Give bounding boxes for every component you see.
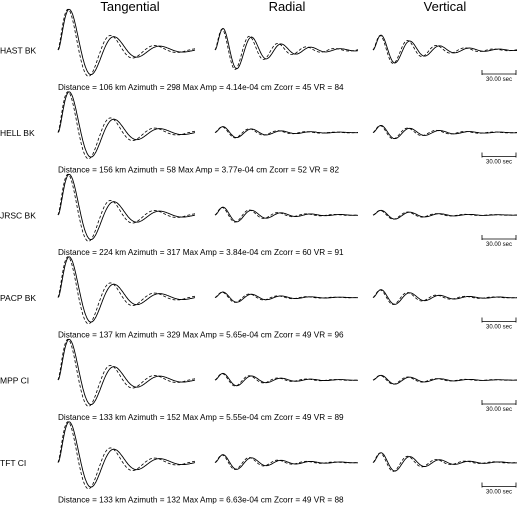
station-info: Distance = 137 km Azimuth = 329 Max Amp = 5.65e-04 cm Zcorr = 49 VR = 96: [58, 330, 344, 340]
station-row: [0, 9, 517, 92]
observed-trace-tangential: [58, 422, 195, 487]
observed-trace-radial: [215, 127, 358, 138]
column-title-radial: Radial: [268, 0, 306, 14]
observed-trace-tangential: [58, 174, 195, 239]
station-info: Distance = 156 km Azimuth = 58 Max Amp = 3.77e-04 cm Zcorr = 52 VR = 82: [58, 165, 340, 175]
scale-bar: [482, 153, 516, 166]
station-rows: [0, 9, 517, 504]
synthetic-trace-radial: [215, 455, 358, 470]
column-titles: [100, 0, 466, 14]
station-label: PACP BK: [0, 293, 37, 303]
station-row: [0, 92, 517, 175]
station-info: Distance = 224 km Azimuth = 317 Max Amp = 3.84e-04 cm Zcorr = 60 VR = 91: [58, 248, 344, 257]
observed-trace-tangential: [58, 257, 195, 322]
observed-trace-tangential: [58, 339, 195, 404]
observed-trace-tangential: [58, 9, 195, 74]
synthetic-trace-tangential: [58, 9, 195, 76]
synthetic-trace-tangential: [58, 174, 195, 241]
station-info: Distance = 133 km Azimuth = 132 Max Amp = 6.63e-04 cm Zcorr = 49 VR = 88: [58, 495, 344, 505]
station-row: [0, 422, 517, 505]
scale-bar: [482, 70, 516, 83]
station-info: Distance = 106 km Azimuth = 298 Max Amp = 4.14e-04 cm Zcorr = 45 VR = 84: [58, 83, 344, 92]
station-label: TFT CI: [0, 458, 27, 468]
observed-trace-vertical: [373, 290, 517, 305]
station-row: [0, 339, 517, 422]
synthetic-trace-tangential: [58, 422, 195, 489]
column-title-vertical: Vertical: [423, 0, 467, 14]
synthetic-trace-vertical: [373, 126, 517, 139]
scale-bar-label: 30.00 sec: [485, 407, 513, 413]
station-label: HAST BK: [0, 45, 37, 56]
station-label: HELL BK: [0, 128, 35, 138]
scale-bar: [482, 318, 516, 331]
scale-bar-label: 30.00 sec: [485, 489, 513, 496]
synthetic-trace-tangential: [58, 92, 195, 159]
station-label: JRSC BK: [0, 210, 36, 221]
scale-bar-label: 30.00 sec: [485, 159, 513, 166]
station-row: [0, 174, 517, 257]
synthetic-trace-tangential: [58, 339, 195, 406]
scale-bar: [482, 483, 516, 496]
station-row: [0, 257, 517, 340]
observed-trace-vertical: [373, 453, 517, 471]
scale-bar-label: 30.00 sec: [485, 242, 513, 248]
scale-bar: [482, 235, 516, 248]
scale-bar-label: 30.00 sec: [485, 77, 513, 83]
column-title-tangential: Tangential: [100, 0, 160, 14]
scale-bar-label: 30.00 sec: [485, 324, 513, 331]
synthetic-trace-radial: [215, 207, 358, 222]
synthetic-trace-radial: [215, 374, 358, 386]
station-label: MPP CI: [0, 375, 30, 386]
synthetic-trace-tangential: [58, 257, 195, 324]
observed-trace-tangential: [58, 92, 195, 157]
scale-bar: [482, 400, 516, 413]
observed-trace-radial: [215, 292, 358, 302]
station-info: Distance = 133 km Azimuth = 152 Max Amp = 5.55e-04 cm Zcorr = 49 VR = 89: [58, 413, 344, 422]
